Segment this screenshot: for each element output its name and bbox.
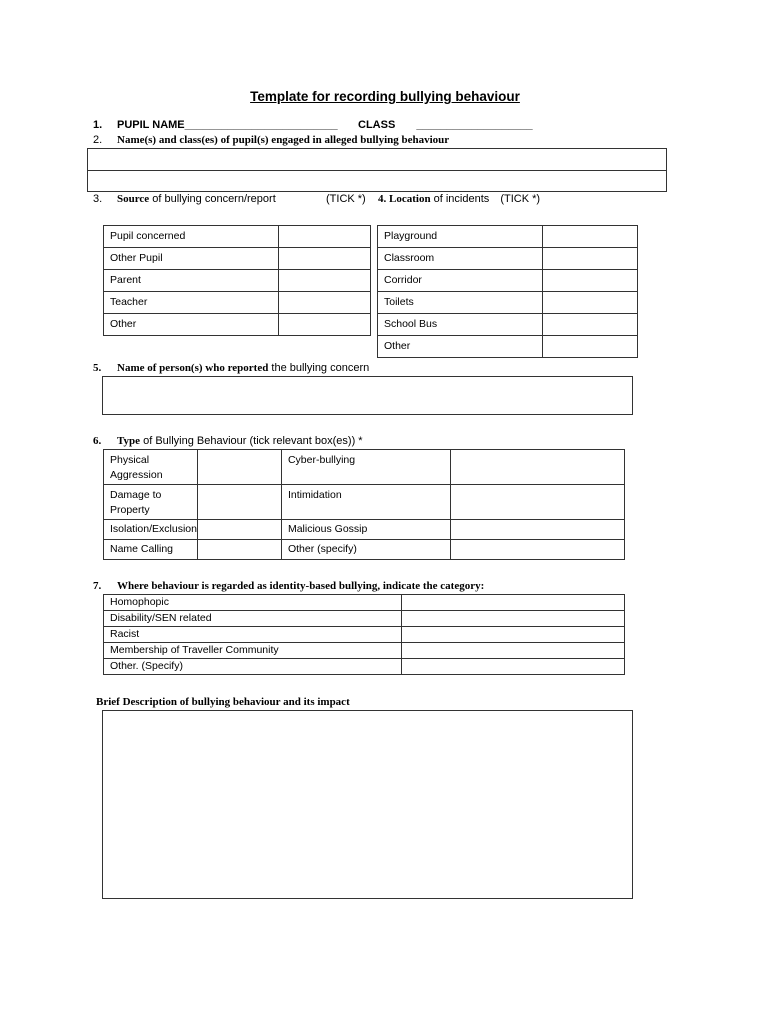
type-label: Name Calling: [104, 540, 198, 560]
q4-line: [378, 193, 540, 205]
table-row: [104, 270, 371, 292]
q4-label-rest: of incidents: [430, 193, 490, 205]
table-row: [104, 659, 625, 675]
category-label: Racist: [104, 627, 402, 643]
q3-line: [93, 193, 276, 205]
table-row: [104, 540, 625, 560]
q3-number: 3.: [93, 193, 103, 205]
tick-cell[interactable]: [450, 485, 624, 520]
source-label: Other: [104, 314, 279, 336]
type-label: Damage to Property: [104, 485, 198, 520]
category-label: Disability/SEN related: [104, 611, 402, 627]
pupil-name-label: PUPIL NAME: [117, 119, 185, 131]
q7-line: [93, 580, 484, 592]
tick-cell[interactable]: [543, 248, 638, 270]
box-divider: [88, 170, 666, 171]
q6-label-rest: of Bullying Behaviour (tick relevant box(es)) *: [140, 435, 363, 447]
table-row: [378, 248, 638, 270]
tick-cell[interactable]: [279, 270, 371, 292]
source-table: [103, 225, 371, 336]
tick-cell[interactable]: [197, 520, 281, 540]
q6-number: 6.: [93, 435, 102, 447]
tick-cell[interactable]: [197, 540, 281, 560]
q2-line: [93, 134, 449, 146]
table-row: [104, 450, 625, 485]
q2-number: 2.: [93, 134, 103, 146]
tick-cell[interactable]: [402, 627, 625, 643]
q3-label-bold: Source: [117, 193, 150, 205]
table-row: [104, 485, 625, 520]
tick-cell[interactable]: [543, 292, 638, 314]
pupil-name-blank[interactable]: _________________________: [184, 119, 338, 131]
tick-cell[interactable]: [279, 248, 371, 270]
q3-tick: (TICK *): [326, 193, 366, 205]
tick-cell[interactable]: [402, 643, 625, 659]
type-label: Physical Aggression: [104, 450, 198, 485]
tick-cell[interactable]: [197, 485, 281, 520]
behaviour-type-table: [103, 449, 625, 560]
description-box[interactable]: [102, 710, 633, 899]
q5-line: [93, 362, 369, 374]
type-label: Intimidation: [281, 485, 450, 520]
tick-cell[interactable]: [279, 314, 371, 336]
class-label: CLASS: [358, 119, 396, 131]
table-row: [378, 314, 638, 336]
q3-label-rest: of bullying concern/report: [149, 193, 276, 205]
tick-cell[interactable]: [450, 540, 624, 560]
table-row: [104, 520, 625, 540]
tick-cell[interactable]: [543, 314, 638, 336]
tick-cell[interactable]: [450, 450, 624, 485]
table-row: [378, 292, 638, 314]
table-row: [104, 595, 625, 611]
q1-number: 1.: [93, 119, 103, 131]
tick-cell[interactable]: [543, 336, 638, 358]
q5-label-rest: the bullying concern: [268, 362, 370, 374]
table-row: [104, 627, 625, 643]
table-row: [378, 336, 638, 358]
category-label: Other. (Specify): [104, 659, 402, 675]
tick-cell[interactable]: [279, 226, 371, 248]
table-row: [104, 248, 371, 270]
q6-line: [93, 435, 363, 447]
involved-pupils-box[interactable]: [87, 148, 667, 192]
type-label: Cyber-bullying: [281, 450, 450, 485]
tick-cell[interactable]: [402, 611, 625, 627]
tick-cell[interactable]: [197, 450, 281, 485]
reporter-box[interactable]: [102, 376, 633, 415]
class-line: [358, 119, 533, 131]
q6-label-bold: Type: [117, 435, 141, 447]
category-label: Homophopic: [104, 595, 402, 611]
location-label: Classroom: [378, 248, 543, 270]
tick-cell[interactable]: [543, 226, 638, 248]
table-row: [104, 611, 625, 627]
table-row: [104, 226, 371, 248]
identity-category-table: [103, 594, 625, 675]
q4-label-bold: 4. Location: [378, 193, 431, 205]
table-row: [104, 314, 371, 336]
type-label: Isolation/Exclusion: [104, 520, 198, 540]
location-label: Other: [378, 336, 543, 358]
q5-label-bold: Name of person(s) who reported: [117, 362, 269, 374]
tick-cell[interactable]: [450, 520, 624, 540]
tick-cell[interactable]: [402, 659, 625, 675]
table-row: [378, 270, 638, 292]
category-label: Membership of Traveller Community: [104, 643, 402, 659]
tick-cell[interactable]: [279, 292, 371, 314]
type-label: Malicious Gossip: [281, 520, 450, 540]
class-blank[interactable]: ___________________: [416, 119, 533, 131]
q7-label: Where behaviour is regarded as identity-based bullying, indicate the category:: [117, 580, 485, 592]
q7-number: 7.: [93, 580, 102, 592]
table-row: [378, 226, 638, 248]
location-label: Playground: [378, 226, 543, 248]
page-title: Template for recording bullying behaviour: [250, 89, 520, 104]
tick-cell[interactable]: [402, 595, 625, 611]
source-label: Teacher: [104, 292, 279, 314]
source-label: Parent: [104, 270, 279, 292]
q1-line: [93, 119, 338, 131]
q4-tick: (TICK *): [500, 193, 541, 205]
source-label: Pupil concerned: [104, 226, 279, 248]
table-row: [104, 643, 625, 659]
q5-number: 5.: [93, 362, 102, 374]
type-label: Other (specify): [281, 540, 450, 560]
location-label: School Bus: [378, 314, 543, 336]
tick-cell[interactable]: [543, 270, 638, 292]
description-label: Brief Description of bullying behaviour and its impact: [96, 696, 350, 708]
q2-label: Name(s) and class(es) of pupil(s) engaged in alleged bullying behaviour: [117, 134, 450, 146]
source-label: Other Pupil: [104, 248, 279, 270]
table-row: [104, 292, 371, 314]
location-label: Toilets: [378, 292, 543, 314]
location-label: Corridor: [378, 270, 543, 292]
location-table: [377, 225, 638, 358]
